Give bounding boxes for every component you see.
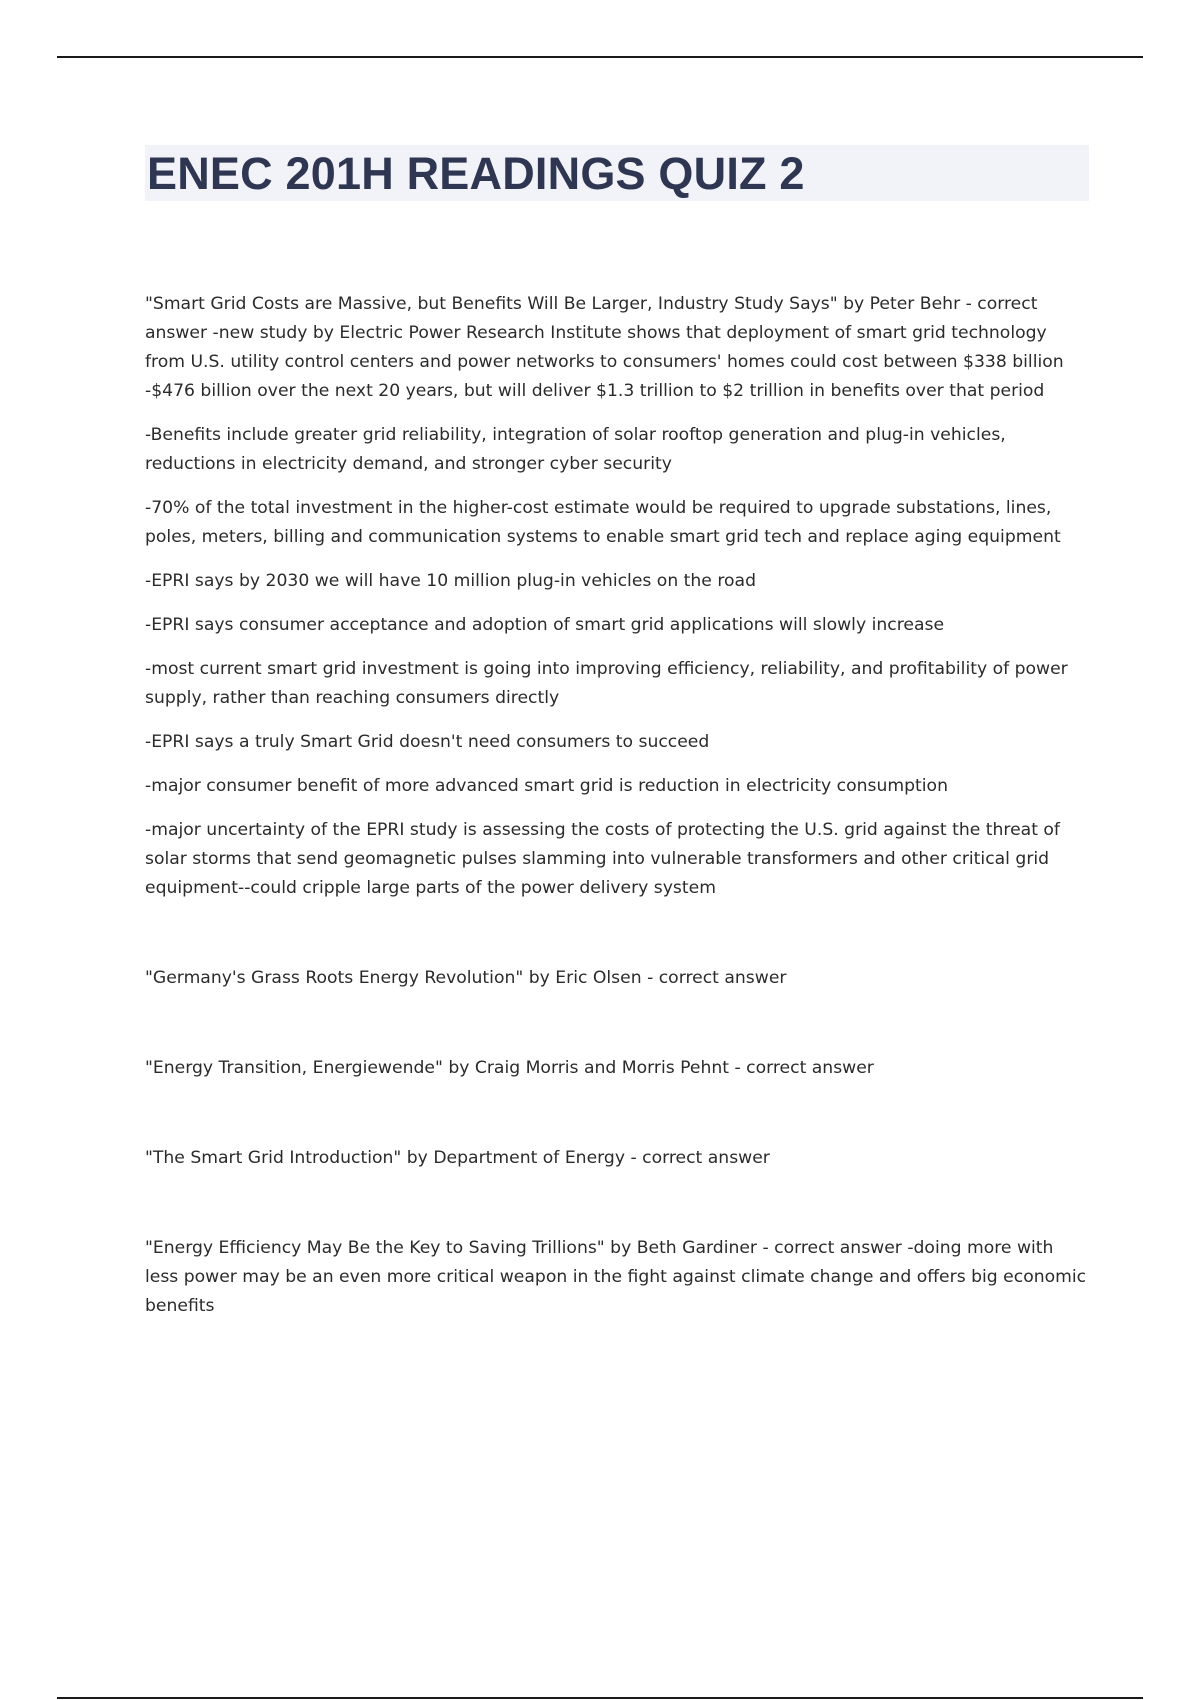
entry-smart-grid-introduction: "The Smart Grid Introduction" by Department of Energy - correct answer — [145, 1148, 770, 1168]
entry-energy-transition: "Energy Transition, Energiewende" by Craig Morris and Morris Pehnt - correct answer — [145, 1058, 874, 1078]
bottom-rule — [57, 1697, 1143, 1699]
entry-point: -major uncertainty of the EPRI study is assessing the costs of protecting the U.S. grid against the threat of solar storms that send geomagnetic pulses slamming into vulnerable transformers and other critical grid equipment--could cripple large parts of the power delivery system — [145, 820, 1060, 898]
entry-point: -Benefits include greater grid reliability, integration of solar rooftop generation and plug-in vehicles, reductions in electricity demand, and stronger cyber security — [145, 425, 1006, 474]
entry-point: -EPRI says a truly Smart Grid doesn't need consumers to succeed — [145, 732, 710, 752]
document-body — [145, 290, 1090, 1321]
entry-energy-efficiency: "Energy Efficiency May Be the Key to Saving Trillions" by Beth Gardiner - correct answer -doing more with less power may be an even more critical weapon in the fight against climate change and offers big economic benefits — [145, 1238, 1087, 1316]
entry-point: -70% of the total investment in the higher-cost estimate would be required to upgrade substations, lines, poles, meters, billing and communication systems to enable smart grid tech and replace aging equipment — [145, 498, 1061, 547]
entry-point: -major consumer benefit of more advanced smart grid is reduction in electricity consumption — [145, 776, 948, 796]
document-title: ENEC 201H READINGS QUIZ 2 — [147, 148, 805, 199]
entry-germany-grass-roots: "Germany's Grass Roots Energy Revolution" by Eric Olsen - correct answer — [145, 968, 787, 988]
entry-smart-grid-costs — [145, 290, 1090, 903]
entry-point: -EPRI says by 2030 we will have 10 million plug-in vehicles on the road — [145, 571, 756, 591]
top-rule — [57, 56, 1143, 58]
entry-point: -EPRI says consumer acceptance and adoption of smart grid applications will slowly increase — [145, 615, 945, 635]
entry-point: -most current smart grid investment is going into improving efficiency, reliability, and profitability of power supply, rather than reaching consumers directly — [145, 659, 1068, 708]
entry-heading: "Smart Grid Costs are Massive, but Benefits Will Be Larger, Industry Study Says" by Peter Behr - correct answer -new study by Electric Power Research Institute shows that deployment of smart grid technology from U.S. utility control centers and power networks to consumers' homes could cost between $338 billion -$476 billion over the next 20 years, but will deliver $1.3 trillion to $2 trillion in benefits over that period — [145, 294, 1064, 401]
